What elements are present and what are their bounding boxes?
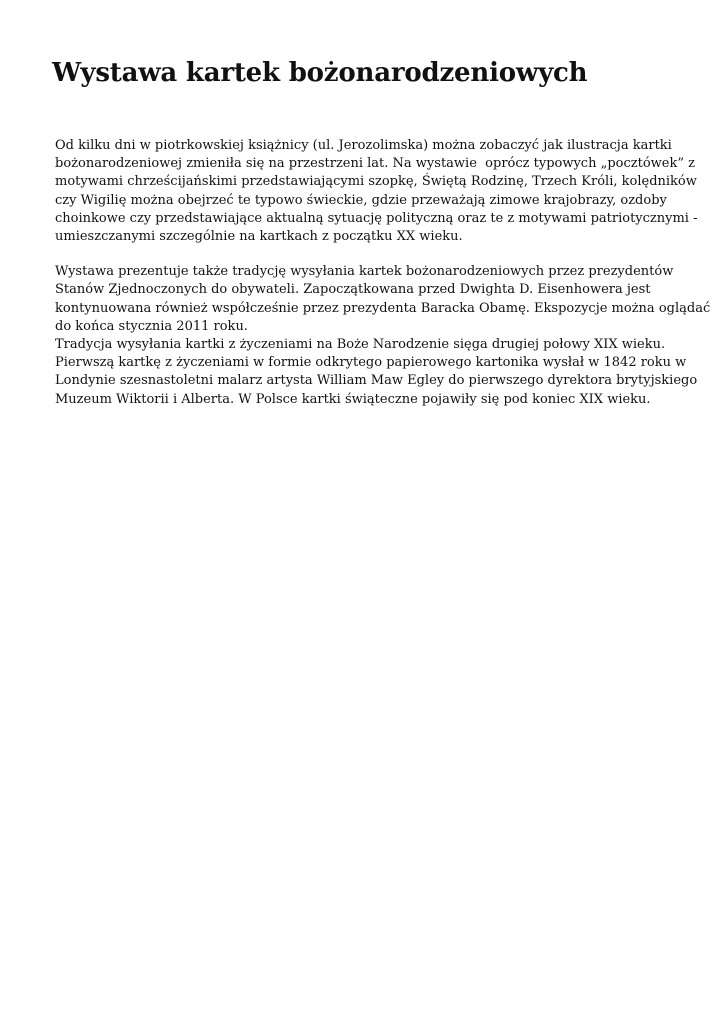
- paragraph-1: [55, 137, 698, 246]
- paragraph-line: kontynuowana również współcześnie przez prezydenta Baracka Obamę. Ekspozycje można oglądać: [55, 300, 711, 316]
- paragraph-line: Wystawa prezentuje także tradycję wysyłania kartek bożonarodzeniowych przez prezydentów: [55, 264, 674, 280]
- paragraph-line: czy Wigilię można obejrzeć te typowo świeckie, gdzie przeważają zimowe krajobrazy, ozdoby: [55, 192, 667, 208]
- paragraph-line: motywami chrześcijańskimi przedstawiającymi szopkę, Świętą Rodzinę, Trzech Króli, kolędników: [55, 174, 697, 190]
- paragraph-line: Pierwszą kartkę z życzeniami w formie odkrytego papierowego kartonika wysłał w 1842 roku w: [55, 355, 687, 371]
- page-title: Wystawa kartek bożonarodzeniowych: [52, 58, 588, 88]
- paragraph-line: Muzeum Wiktorii i Alberta. W Polsce kartki świąteczne pojawiły się pod koniec XIX wieku.: [55, 391, 651, 407]
- paragraph-line: choinkowe czy przedstawiające aktualną sytuację polityczną oraz te z motywami patriotycznymi -: [55, 210, 698, 226]
- paragraph-line: bożonarodzeniowej zmieniła się na przestrzeni lat. Na wystawie oprócz typowych „pocztówek” z: [55, 156, 695, 172]
- paragraph-line: Tradycja wysyłania kartki z życzeniami na Boże Narodzenie sięga drugiej połowy XIX wieku.: [55, 337, 666, 353]
- paragraph-line: Od kilku dni w piotrkowskiej książnicy (ul. Jerozolimska) można zobaczyć jak ilustracja kartki: [55, 138, 672, 153]
- paragraph-2: [55, 263, 711, 409]
- article-body: [55, 137, 711, 409]
- paragraph-line: Londynie szesnastoletni malarz artysta William Maw Egley do pierwszego dyrektora brytyjskiego: [55, 373, 698, 389]
- paragraph-line: umieszczanymi szczególnie na kartkach z początku XX wieku.: [55, 229, 463, 245]
- paragraph-line: do końca stycznia 2011 roku.: [55, 318, 248, 334]
- paragraph-line: Stanów Zjednoczonych do obywateli. Zapoczątkowana przed Dwighta D. Eisenhowera jest: [55, 282, 651, 298]
